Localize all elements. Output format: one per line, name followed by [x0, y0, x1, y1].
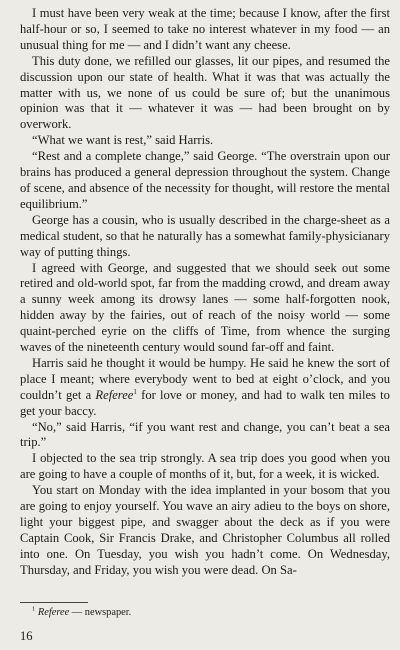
- footnote-mark: 1: [32, 605, 36, 613]
- paragraph: George has a cousin, who is usually described in the charge-sheet as a medical student, so that he naturally has a somewhat family-physicianary way of putting things.: [20, 212, 390, 259]
- footnote-definition: — newspaper.: [69, 607, 132, 618]
- footnote-term: Referee: [37, 607, 70, 618]
- paragraph: This duty done, we refilled our glasses, lit our pipes, and resumed the discussion upon our state of health. What it was that was actually the matter with us, we none of us could be sure of; but the unanimous opinion was that it — whatever it was — had been brought on by overwork.: [20, 53, 390, 132]
- paragraph-text: Harris said he thought it would be humpy. He said he knew the sort of place I meant; where everybody went to bed at eight o’clock, and you couldn’t get a: [20, 355, 390, 402]
- paragraph: I objected to the sea trip strongly. A sea trip does you good when you are going to have a couple of months of it, but, for a week, it is wicked.: [20, 451, 390, 482]
- paragraph: You start on Monday with the idea implanted in your bosom that you are going to enjoy yourself. You wave an airy adieu to the boys on shore, light your biggest pipe, and swagger about the deck as if you were Captain Cook, Sir Francis Drake, and Christopher Columbus all rolled into one. On Tuesday, you wish you hadn’t come. On Wednesday, Thursday, and Friday, you wish you were dead. On Sa-: [20, 483, 390, 577]
- footnote: [32, 606, 131, 619]
- paragraph: “No,” said Harris, “if you want rest and change, you can’t beat a sea trip.”: [20, 419, 390, 450]
- paragraph: “Rest and a complete change,” said George. “The overstrain upon our brains has produced a general depression throughout the system. Change of scene, and absence of the necessity for thought, will restore the mental equilibrium.”: [20, 149, 390, 211]
- paragraph: “What we want is rest,” said Harris.: [32, 133, 214, 148]
- paragraph: I agreed with George, and suggested that we should seek out some retired and old-world spot, far from the madding crowd, and dream away a sunny week among its drowsy lanes — some half-forgotten nook, hidden away by the fairies, out of reach of the noisy world — some quaint-perched eyrie on the cliffs of Time, from whence the surging waves of the nineteenth century would sound far-off and faint.: [20, 260, 390, 355]
- footnote-marker: 1: [133, 387, 137, 396]
- referee-word: Referee: [95, 387, 134, 402]
- paragraph-referee: [20, 356, 390, 420]
- footnote-divider: [20, 602, 88, 603]
- page-number: 16: [20, 629, 33, 643]
- page-body: [20, 6, 390, 579]
- paragraph: I must have been very weak at the time; because I know, after the first half-hour or so, I seemed to take no interest whatever in my food — an unusual thing for me — and I didn’t want any cheese.: [20, 6, 390, 52]
- paragraph-text: for love or money, and had to walk ten miles to get your baccy.: [20, 387, 390, 418]
